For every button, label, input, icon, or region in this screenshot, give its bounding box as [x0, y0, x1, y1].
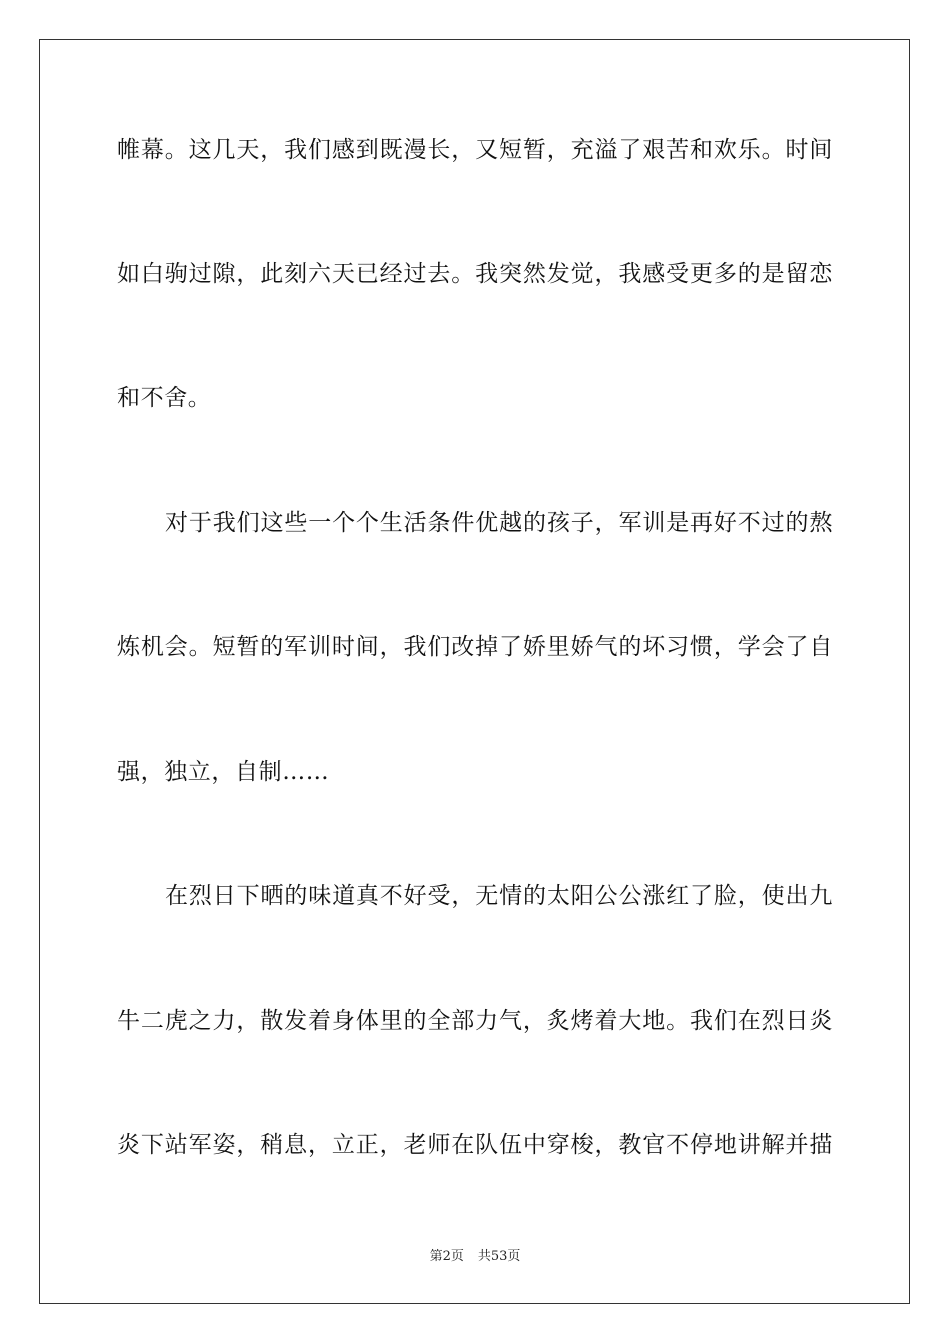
text-line-8: 牛二虎之力，散发着身体里的全部力气，炙烤着大地。我们在烈日炎	[117, 1008, 833, 1034]
page-footer	[0, 1248, 950, 1266]
text-line-1: 帷幕。这几天，我们感到既漫长，又短暂，充溢了艰苦和欢乐。时间	[117, 137, 833, 163]
text-line-2: 如白驹过隙，此刻六天已经过去。我突然发觉，我感受更多的是留恋	[117, 261, 833, 287]
text-line-6: 强，独立，自制……	[117, 759, 330, 785]
page-border	[39, 39, 910, 1304]
total-pages: 共53页	[477, 1249, 521, 1264]
text-line-9: 炎下站军姿，稍息，立正，老师在队伍中穿梭，教官不停地讲解并描	[117, 1132, 833, 1158]
text-line-5: 炼机会。短暂的军训时间，我们改掉了娇里娇气的坏习惯，学会了自	[117, 634, 833, 660]
text-line-4: 对于我们这些一个个生活条件优越的孩子，军训是再好不过的熬	[165, 510, 833, 536]
page-number: 第2页	[429, 1249, 464, 1264]
text-line-7: 在烈日下晒的味道真不好受，无情的太阳公公涨红了脸，使出九	[165, 883, 833, 909]
text-line-3: 和不舍。	[117, 385, 212, 411]
